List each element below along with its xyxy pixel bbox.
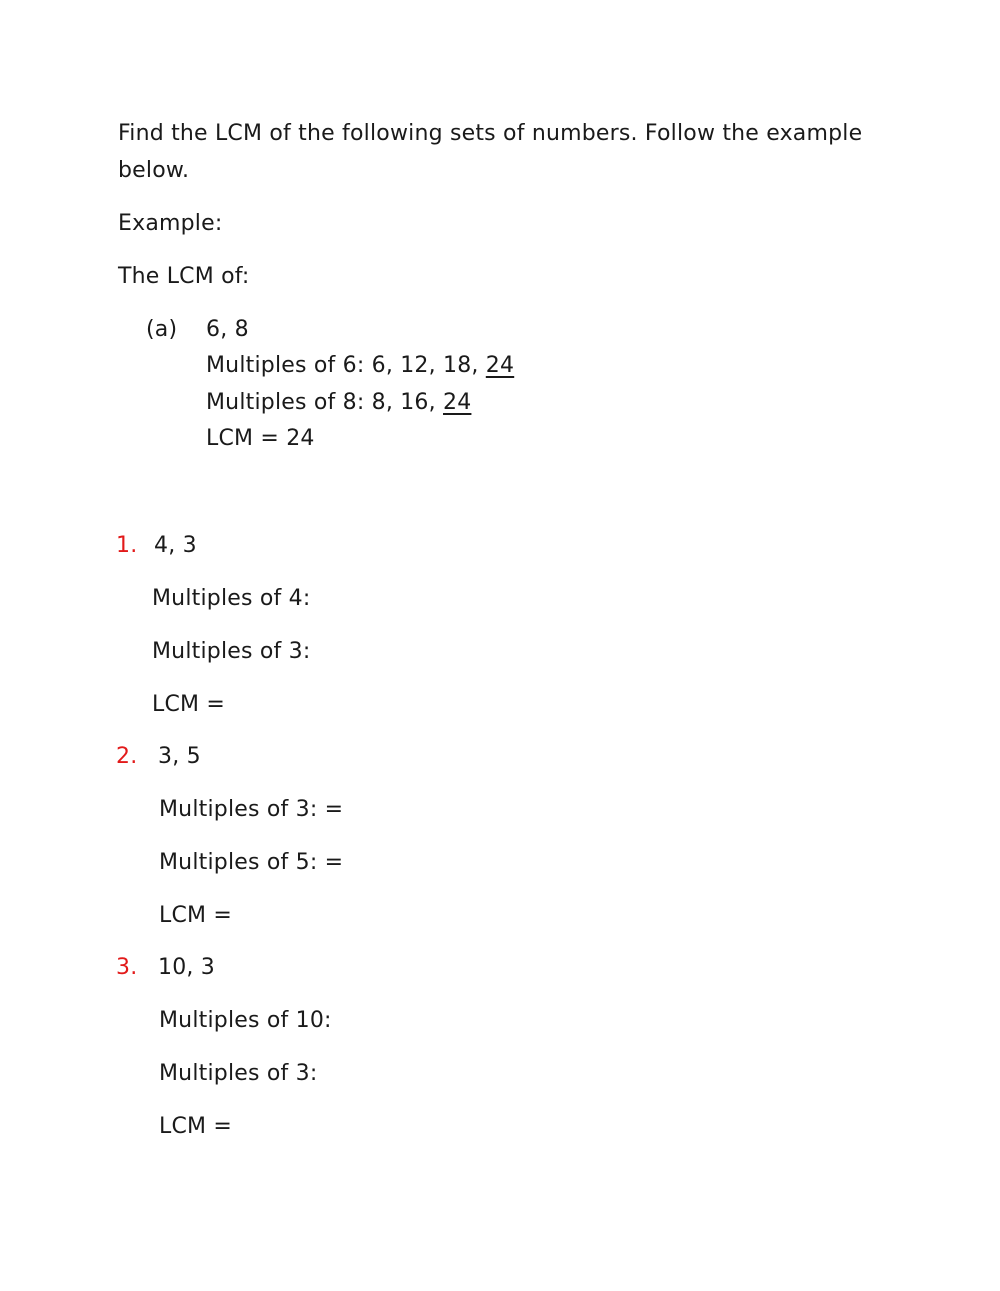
question-1-multiples-first: Multiples of 4: <box>152 586 311 611</box>
question-2-numbers: 3, 5 <box>158 744 201 769</box>
example-multiples-b <box>206 390 471 416</box>
example-multiples-b-answer: 24 <box>443 390 472 415</box>
example-multiples-a-prefix: Multiples of 6: 6, 12, 18, <box>206 353 486 378</box>
instructions-line-1: Find the LCM of the following sets of numbers. Follow the example <box>118 121 863 146</box>
example-lcm: LCM = 24 <box>206 426 315 451</box>
question-3-multiples-second: Multiples of 3: <box>159 1061 318 1086</box>
question-2-number: 2. <box>116 744 138 769</box>
question-1-lcm: LCM = <box>152 692 226 717</box>
question-3-number: 3. <box>116 955 138 980</box>
question-1-number: 1. <box>116 533 138 558</box>
question-3-numbers: 10, 3 <box>158 955 215 980</box>
example-multiples-a <box>206 353 514 379</box>
example-intro: The LCM of: <box>118 264 250 289</box>
example-multiples-a-answer: 24 <box>485 353 515 378</box>
question-2-multiples-second: Multiples of 5: = <box>159 850 344 875</box>
example-label: (a) <box>146 317 178 342</box>
question-1-multiples-second: Multiples of 3: <box>152 639 311 664</box>
question-2-multiples-first: Multiples of 3: = <box>159 797 344 822</box>
instructions-line-2: below. <box>118 158 190 183</box>
question-2-lcm: LCM = <box>159 903 233 928</box>
question-3-multiples-first: Multiples of 10: <box>159 1008 332 1033</box>
example-multiples-b-prefix: Multiples of 8: 8, 16, <box>206 390 444 415</box>
question-3-lcm: LCM = <box>159 1114 233 1139</box>
example-numbers: 6, 8 <box>206 317 249 342</box>
example-heading: Example: <box>118 211 223 236</box>
question-1-numbers: 4, 3 <box>154 533 197 558</box>
